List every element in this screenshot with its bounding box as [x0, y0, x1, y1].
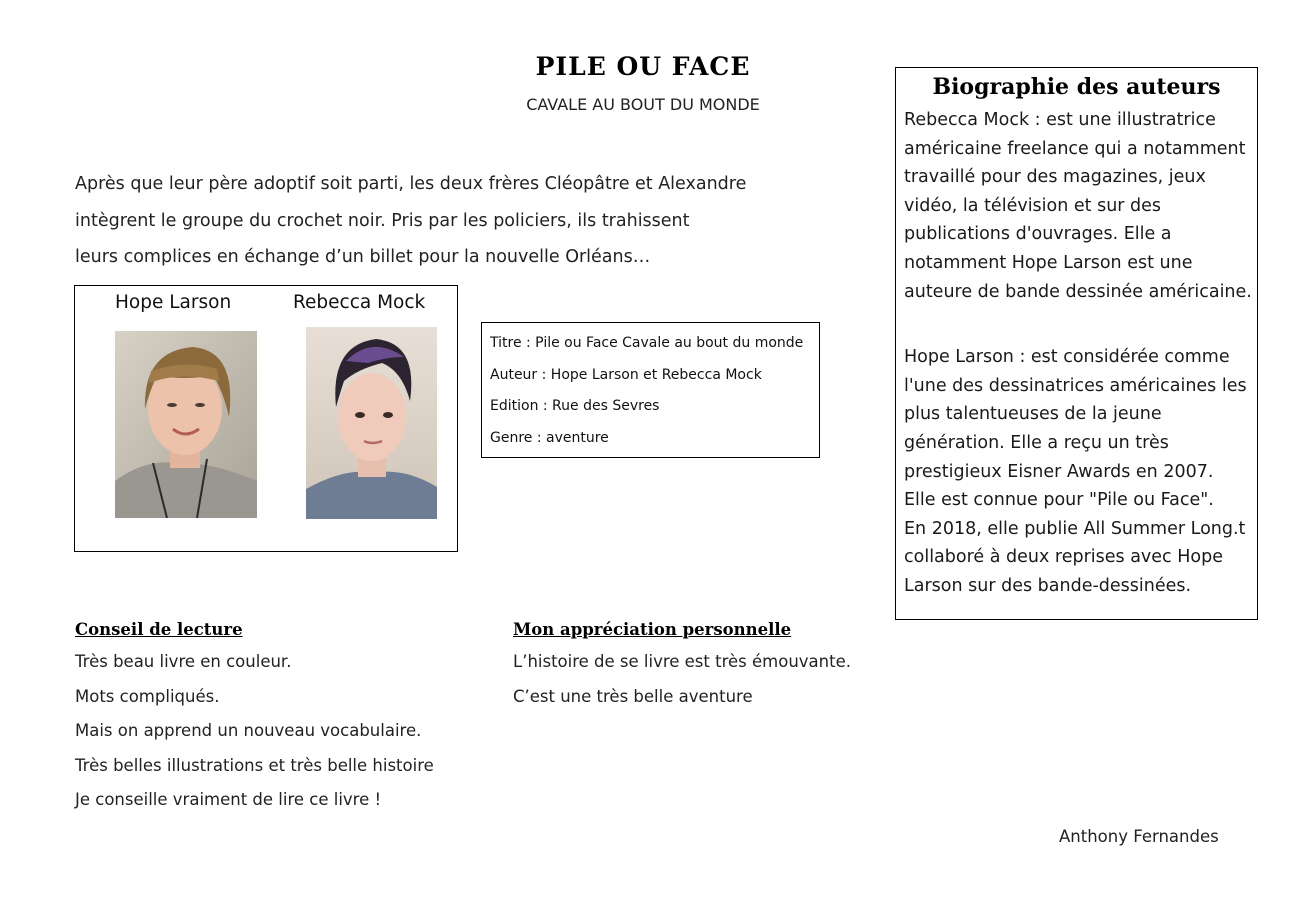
author-signature: Anthony Fernandes: [1059, 827, 1219, 846]
info-auteur: Auteur : Hope Larson et Rebecca Mock: [490, 366, 762, 383]
biography-hope: [904, 343, 1257, 600]
bio-line: publications d'ouvrages. Elle a: [904, 224, 1172, 245]
summary-line: Après que leur père adoptif soit parti, les deux frères Cléopâtre et Alexandre: [75, 174, 747, 194]
appreciation-heading: Mon appréciation personnelle: [513, 620, 792, 639]
info-titre: Titre : Pile ou Face Cavale au bout du monde: [490, 335, 804, 351]
bio-line: En 2018, elle publie All Summer Long.t: [904, 518, 1246, 539]
bio-spacer: [904, 306, 1257, 343]
bio-line: travaillé pour des magazines, jeux: [904, 167, 1206, 188]
appreciation-line: C’est une très belle aventure: [513, 686, 753, 706]
bio-line: américaine freelance qui a notamment: [904, 138, 1246, 159]
authors-photo-box: [74, 285, 458, 552]
portrait-photo-icon: [115, 331, 257, 518]
bio-line: auteure de bande dessinée américaine.: [904, 281, 1252, 302]
book-summary: [75, 166, 775, 276]
biography-box: [895, 67, 1258, 620]
conseil-heading: Conseil de lecture: [75, 620, 243, 639]
info-genre: Genre : aventure: [490, 429, 609, 446]
bio-line: Hope Larson : est considérée comme: [904, 347, 1230, 368]
bio-line: Elle est connue pour "Pile ou Face".: [904, 490, 1214, 511]
book-info-box: [481, 322, 820, 458]
conseil-line: Mots compliqués.: [75, 686, 220, 706]
info-edition: Edition : Rue des Sevres: [490, 398, 660, 414]
bio-line: plus talentueuses de la jeune: [904, 404, 1162, 425]
page-subtitle: CAVALE AU BOUT DU MONDE: [526, 95, 760, 114]
bio-line: vidéo, la télévision et sur des: [904, 195, 1162, 216]
conseil-line: Je conseille vraiment de lire ce livre !: [75, 790, 382, 809]
page-title: PILE OU FACE: [535, 52, 751, 81]
biography-rebecca: [904, 106, 1257, 306]
biography-title: Biographie des auteurs: [932, 74, 1221, 100]
bio-line: prestigieux Eisner Awards en 2007.: [904, 461, 1214, 482]
portrait-photo-icon: [306, 327, 437, 519]
bio-line: génération. Elle a reçu un très: [904, 432, 1169, 453]
bio-line: l'une des dessinatrices américaines les: [904, 375, 1247, 396]
conseil-line: Mais on apprend un nouveau vocabulaire.: [75, 721, 422, 740]
conseil-line: Très belles illustrations et très belle histoire: [75, 755, 434, 775]
rebecca-mock-photo: [306, 327, 437, 519]
bio-line: Rebecca Mock : est une illustratrice: [904, 110, 1216, 130]
conseil-section: [75, 620, 434, 818]
hope-larson-photo: [115, 331, 257, 518]
appreciation-line: L’histoire de se livre est très émouvante.: [513, 652, 851, 671]
author-name-rebecca: Rebecca Mock: [293, 292, 426, 313]
bio-line: Larson sur des bande-dessinées.: [904, 575, 1192, 596]
conseil-line: Très beau livre en couleur.: [75, 652, 292, 671]
summary-line: intègrent le groupe du crochet noir. Pris par les policiers, ils trahissent: [75, 210, 690, 231]
summary-line: leurs complices en échange d’un billet pour la nouvelle Orléans…: [75, 247, 651, 267]
bio-line: collaboré à deux reprises avec Hope: [904, 547, 1223, 568]
bio-line: notamment Hope Larson est une: [904, 252, 1193, 273]
appreciation-section: [513, 620, 851, 714]
author-name-hope: Hope Larson: [115, 292, 232, 313]
